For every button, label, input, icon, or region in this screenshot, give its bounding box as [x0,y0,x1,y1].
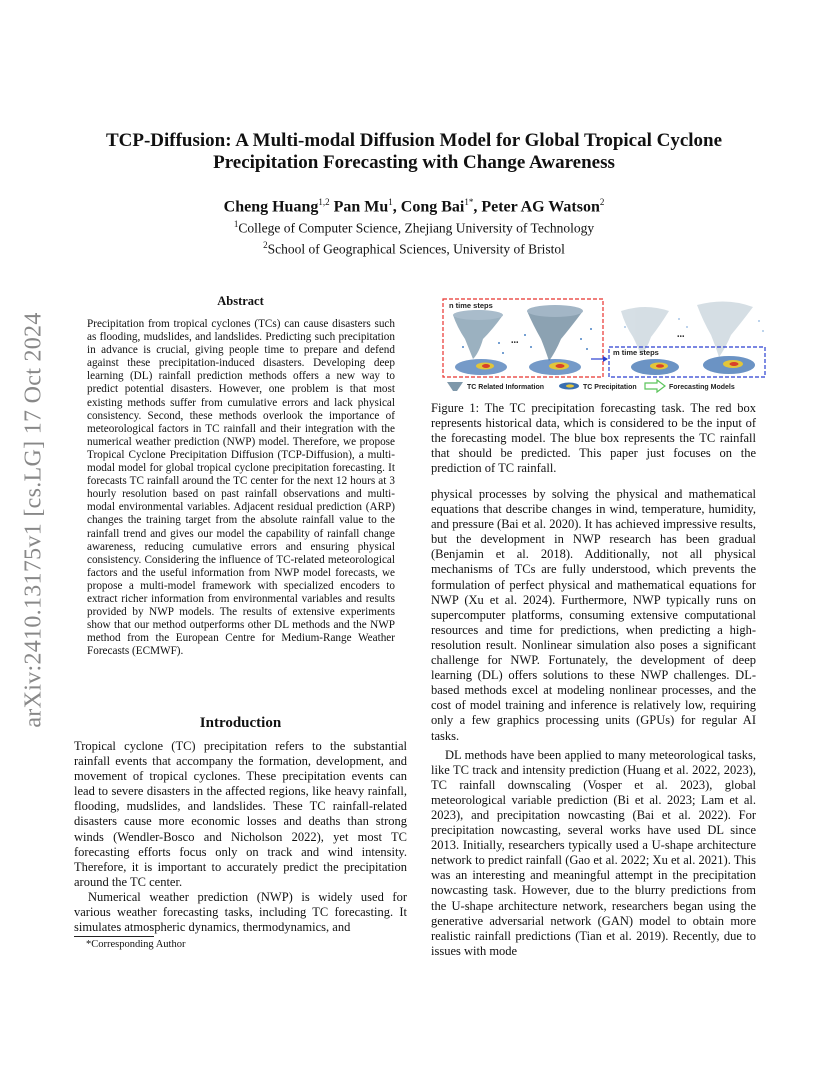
author-name: Peter AG Watson [481,198,600,216]
affiliation-1 [60,216,768,237]
legend-tc-info: TC Related Information [467,384,545,391]
legend-forecast-models: Forecasting Models [669,384,735,391]
arxiv-id: arXiv:2410.13175v1 [cs.LG] 17 Oct 2024 [20,312,47,728]
cyclone-icon-2 [527,305,583,375]
title-line-1: TCP-Diffusion: A Multi-modal Diffusion Model for Global Tropical Cyclone [105,130,723,151]
figure-1-illustration [441,297,769,397]
aff-sup: 1 [233,219,239,229]
m-time-steps-label: m time steps [613,348,659,357]
author-sup: 1 [388,197,393,207]
author-sup: 2 [325,197,330,207]
aff-text: School of Geographical Sciences, University of Bristol [267,241,565,256]
abstract-body: Precipitation from tropical cyclones (TCs) can cause disasters such as flooding, mudslides, and landslides. Predicting such precipitation in advance is crucial, giving people time to prepare and defend against these precipitation-induced disasters. Developing deep learning (DL) rainfall prediction methods offers a new way to predict potential disasters. However, one problem is that most existing methods suffer from cumulative errors and lack physical consistency. Second, these methods overlook the importance of meteorological factors in TC rainfall and their integration with the numerical weather prediction (NWP) model. Therefore, we propose Tropical Cyclone Precipitation Diffusion (TCP-Diffusion), a multi-modal model for global tropical cyclone precipitation forecasting. It forecasts TC rainfall around the TC center for the next 12 hours at 3 hourly resolution based on past rainfall observations and multi-modal environmental variables. Adjacent residual prediction (ARP) changes the training target from the absolute rainfall value to the rainfall trend and gives our model the capability of rainfall change awareness, reducing cumulative errors and ensuring physical consistency. Considering the influence of TC-related meteorological factors and the useful information from NWP model forecasts, we propose a multi-model framework with specialized encoders to extract richer information from environmental variables and results provided by NWP models. The results of extensive experiments show that our method outperforms other DL methods and the NWP method from the European Centre for Medium-Range Weather Forecasts (ECMWF). [87,318,395,658]
author-sup: 2 [599,197,605,207]
right-paragraph-2: DL methods have been applied to many meteorological tasks, like TC track and intensity prediction (Huang et al. 2022, 2023), TC rainfall downscaling (Vosper et al. 2023), global meteorological variable prediction (Bi et al. 2023; Lam et al. 2023), and precipitation nowcasting (Bai et al. 2022). For precipitation nowcasting, several works have used DL since 2013. Initially, researchers typically used a U-shape architecture network to predict rainfall (Gao et al. 2022; Xu et al. 2021). This was an interesting and meaningful attempt in the precipitation nowcasting task. However, due to the blurry predictions from the U-shape architecture network, researchers began using the generative adversarial network (GAN) model to obtain more realistic rainfall predictions (Tian et al. 2019). Recently, due to issues with mode [431,747,756,958]
arxiv-sidebar-stamp [14,285,54,755]
figure-1-caption: Figure 1: The TC precipitation forecasting task. The red box represents historical data, which is considered to be the input of the forecasting model. The blue box represents the TC rainfall that should be predicted. This paper just focuses on the prediction of TC rainfall. [431,401,756,476]
figure-1 [441,297,769,397]
author-sup: 1* [464,197,474,207]
paper-title [60,130,768,174]
figure-legend [447,380,735,392]
arrow-icon [645,380,665,392]
abstract-heading: Abstract [217,294,264,308]
introduction-body [74,739,407,935]
introduction-heading: Introduction [199,715,282,731]
right-paragraph-1: physical processes by solving the physical and mathematical equations that describe changes in wind, temperature, humidity, and pressure (Bai et al. 2020). It has achieved impressive results, but the development in NWP research has been gradual (Benjamin et al. 2018). Additionally, not all physical mechanisms of TCs are fully understood, which prevents the formulation of perfect physical and mathematical equations for NWP (Xu et al. 2024). Furthermore, NWP typically runs on supercomputer platforms, consuming extensive computational resources and time for predictions, when predicting a high-resolution result. Nonlinear simulation also poses a significant challenge for NWP. Fortunately, the development of deep learning (DL) offers solutions to these NWP challenges. DL-based methods excel at modeling nonlinear processes, and the cost of model training and inference is relatively low, requiring only a few graphics processing units (GPUs) for regular AI tasks. [431,487,756,743]
right-column-body [431,487,756,959]
author-sup: 1, [318,197,326,207]
forecast-rain-map-1 [631,359,679,375]
intro-paragraph-1: Tropical cyclone (TC) precipitation refers to the substantial rainfall events that accompany the formation, development, and movement of tropical cyclones. These precipitation events can lead to severe disasters in the affected regions, like heavy rainfall, flooding, mudslides, and landslides. These TC rainfall-related disasters cause more economic losses and deaths than strong winds (Wendler-Bosco and Nicholson 2022), yet most TC forecasting efforts focus only on track and wind intensity. Therefore, it is important to accurately predict the precipitation around the TC center. [74,739,407,889]
author-name: Cong Bai [400,198,465,216]
author-name: Pan Mu [333,198,389,216]
author-name: Cheng Huang [223,198,319,216]
aff-text: College of Computer Science, Zhejiang University of Technology [238,220,595,236]
ellipsis-left: ... [511,335,519,346]
footnote: *Corresponding Author [86,939,186,950]
author-list: Cheng Huang$^{1,2}$ Pan Mu$^1$, Cong Bai$^{1*}$, Peter AG Watson$^2$ [223,197,605,216]
legend-tc-precip: TC Precipitation [583,384,637,391]
footnote-rule [74,936,154,937]
aff-sup: 2 [263,239,268,250]
n-time-steps-label: n time steps [449,301,493,310]
affiliations [60,216,768,257]
forecast-rain-map-2 [703,356,755,374]
intro-paragraph-2: Numerical weather prediction (NWP) is widely used for various weather forecasting tasks, including TC forecasting. It simulates atmospheric dynamics, thermodynamics, and [74,889,407,935]
ellipsis-right: ... [677,329,685,340]
affiliation-2 [60,237,768,258]
tornado-icon [447,382,463,391]
title-line-2: Precipitation Forecasting with Change Awareness [213,152,615,173]
